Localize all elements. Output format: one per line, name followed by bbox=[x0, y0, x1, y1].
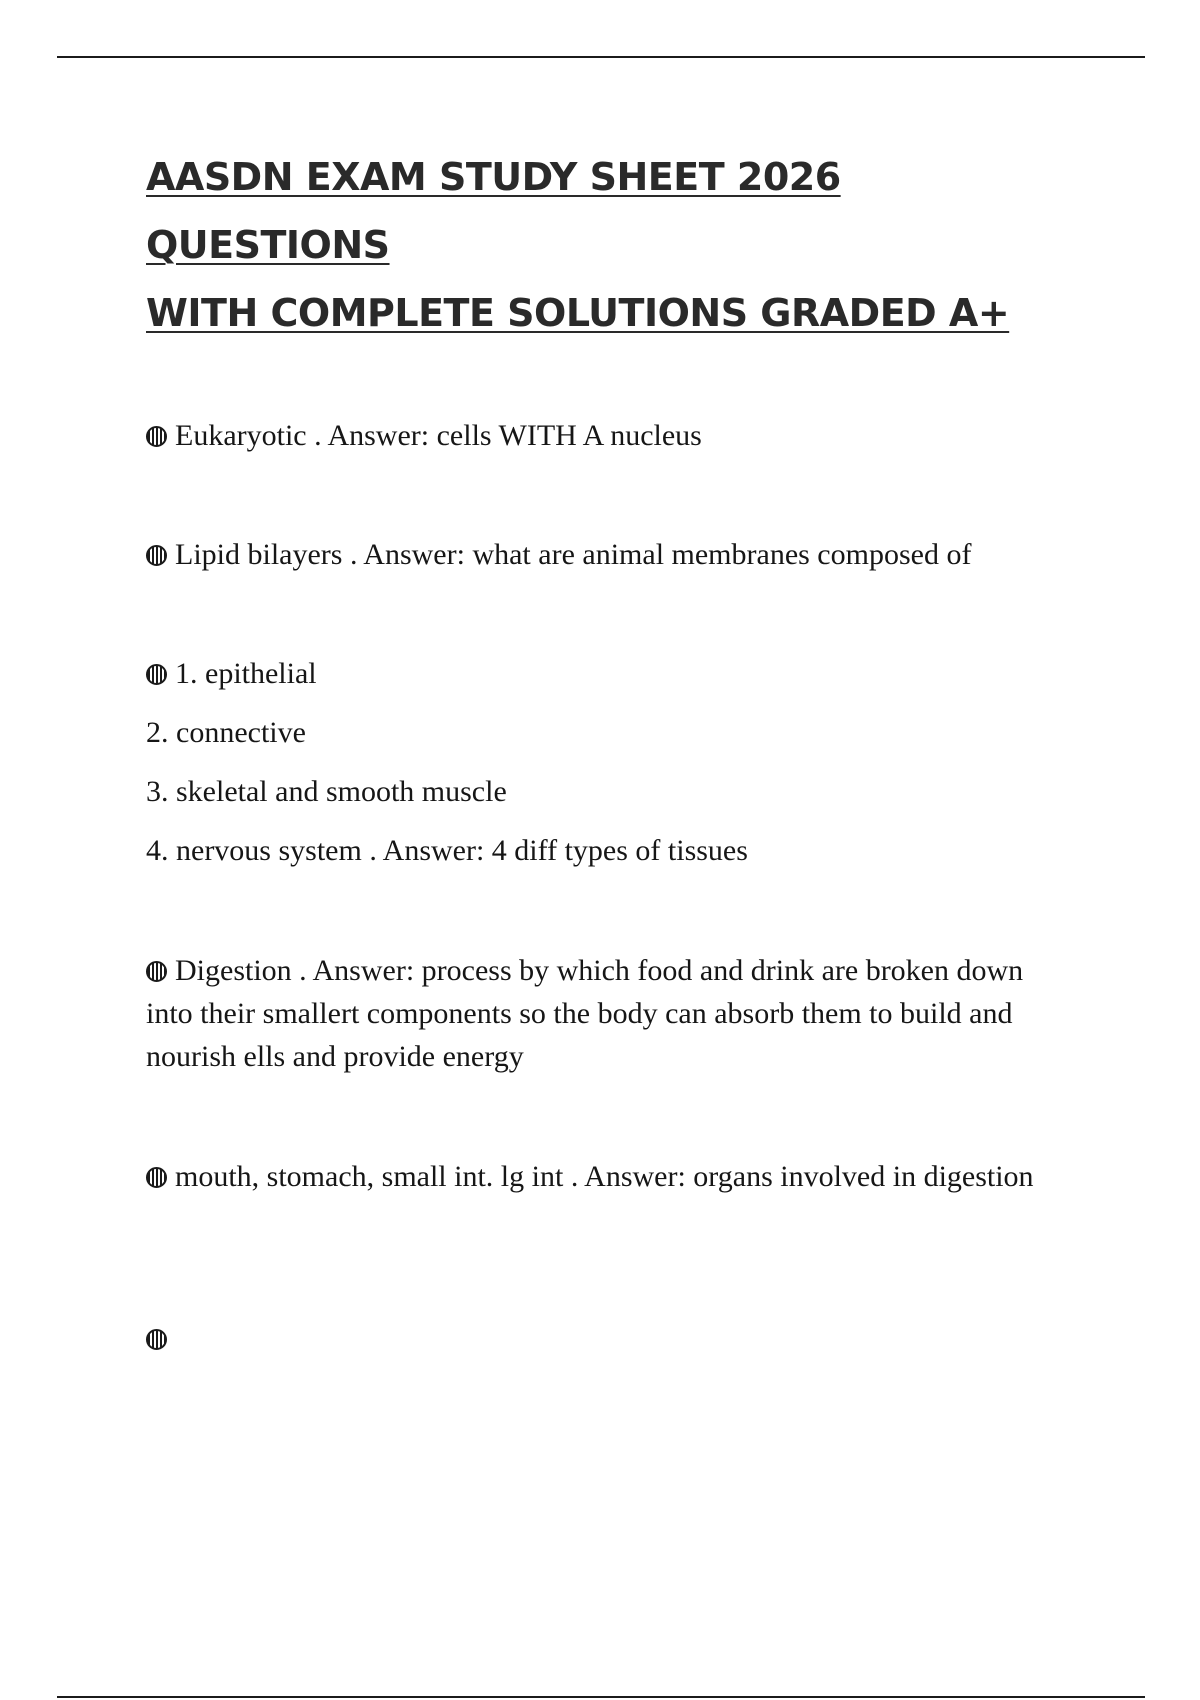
title-line-1: AASDN EXAM STUDY SHEET 2026 QUESTIONS bbox=[146, 155, 841, 267]
qa-item-digestion bbox=[146, 949, 1076, 1078]
qa-item-digestive-organs bbox=[146, 1155, 1076, 1198]
top-divider bbox=[57, 56, 1145, 58]
list-line-1 bbox=[146, 644, 1076, 703]
bullet-icon bbox=[146, 664, 167, 685]
bullet-icon bbox=[146, 961, 167, 982]
qa-item-lipid-bilayers bbox=[146, 533, 1076, 576]
qa-text: Digestion . Answer: process by which food and drink are broken down into their smallert components so the body can absorb them to build and nourish ells and provide energy bbox=[146, 954, 1024, 1073]
qa-item-eukaryotic bbox=[146, 414, 1076, 457]
bullet-icon bbox=[146, 426, 167, 447]
qa-text: Eukaryotic . Answer: cells WITH A nucleus bbox=[175, 419, 702, 452]
qa-text: mouth, stomach, small int. lg int . Answer: organs involved in digestion bbox=[175, 1160, 1034, 1193]
list-line-2: 2. connective bbox=[146, 716, 306, 749]
title-line-2: WITH COMPLETE SOLUTIONS GRADED A+ bbox=[146, 291, 1010, 335]
bullet-icon bbox=[146, 1167, 167, 1188]
list-line-3: 3. skeletal and smooth muscle bbox=[146, 775, 507, 808]
bullet-icon bbox=[146, 545, 167, 566]
bullet-icon bbox=[146, 1329, 167, 1350]
bottom-divider bbox=[57, 1696, 1145, 1698]
list-line-4: 4. nervous system . Answer: 4 diff types of tissues bbox=[146, 834, 748, 867]
list-line-text: 1. epithelial bbox=[175, 657, 317, 690]
qa-text: Lipid bilayers . Answer: what are animal membranes composed of bbox=[175, 538, 972, 571]
qa-item-empty bbox=[146, 1317, 1076, 1360]
qa-item-tissue-types bbox=[146, 644, 1076, 880]
document-title bbox=[146, 143, 1086, 347]
